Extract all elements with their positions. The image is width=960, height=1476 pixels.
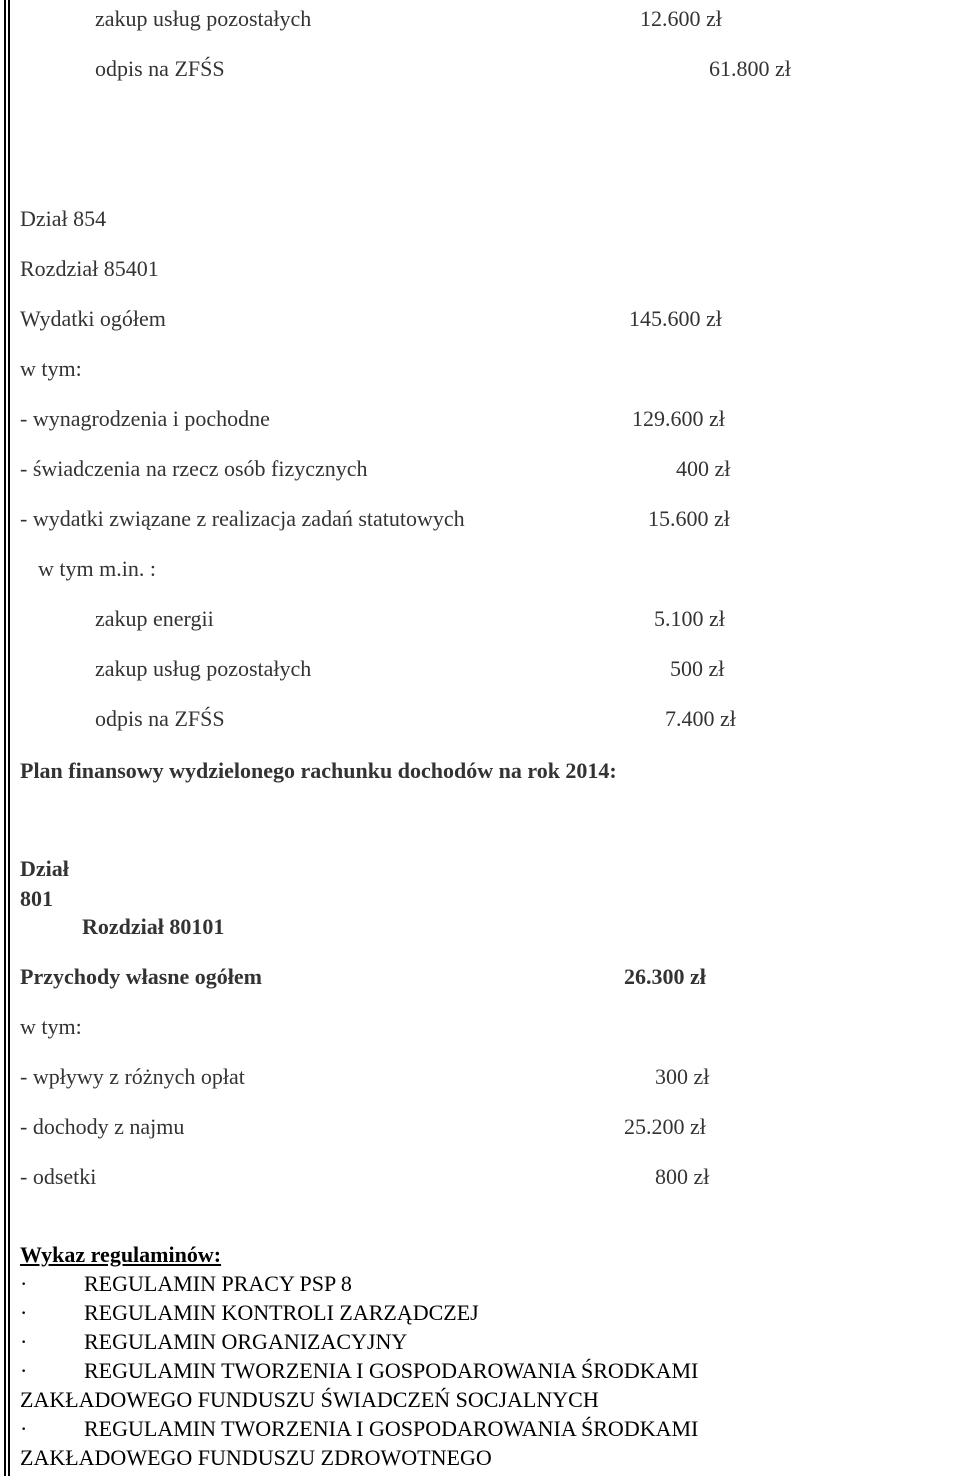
item-label: - wydatki związane z realizacja zadań statutowych [20,506,465,531]
list-item-continuation: ZAKŁADOWEGO FUNDUSZU ZDROWOTNEGO [20,1445,492,1470]
list-item: REGULAMIN ORGANIZACYJNY [84,1329,408,1354]
list-bullet: · [20,1300,28,1325]
wydatki-amount: 145.600 zł [629,306,722,331]
top-row-amount: 12.600 zł [640,6,722,31]
plan-item-label: - dochody z najmu [20,1114,185,1139]
list-item-continuation: ZAKŁADOWEGO FUNDUSZU ŚWIADCZEŃ SOCJALNYCH [20,1387,599,1412]
list-bullet: · [20,1329,28,1354]
dzial-854-heading: Dział 854 [20,206,107,231]
item-label: - wynagrodzenia i pochodne [20,406,270,431]
item-amount: 400 zł [676,456,731,481]
plan-item-amount: 300 zł [655,1064,710,1089]
przychody-label: Przychody własne ogółem [20,964,262,989]
plan-item-amount: 25.200 zł [624,1114,706,1139]
rozdzial-85401: Rozdział 85401 [20,256,159,281]
top-row-amount: 61.800 zł [709,56,791,81]
plan-dzial-number: 801 [20,886,53,911]
w-tym-label: w tym: [20,356,82,381]
list-item: REGULAMIN TWORZENIA I GOSPODAROWANIA ŚRODKAMI [84,1358,699,1383]
top-row-label: zakup usług pozostałych [95,6,312,31]
list-item: REGULAMIN TWORZENIA I GOSPODAROWANIA ŚRODKAMI [84,1416,699,1441]
przychody-amount: 26.300 zł [624,964,706,989]
item-label: - świadczenia na rzecz osób fizycznych [20,456,368,481]
plan-item-amount: 800 zł [655,1164,710,1189]
item-amount: 129.600 zł [632,406,725,431]
top-row-label: odpis na ZFŚS [95,56,225,81]
list-bullet: · [20,1271,28,1296]
page-left-border [4,0,10,1476]
list-bullet: · [20,1416,28,1441]
plan-dzial-label: Dział [20,856,69,881]
list-item: REGULAMIN KONTROLI ZARZĄDCZEJ [84,1300,479,1325]
w-tym-min-label: w tym m.in. : [38,556,156,581]
plan-rozdzial: Rozdział 80101 [82,914,225,939]
regulaminy-heading: Wykaz regulaminów: [20,1242,222,1267]
sub-item-label: zakup usług pozostałych [95,656,312,681]
list-bullet: · [20,1358,28,1383]
plan-title: Plan finansowy wydzielonego rachunku dochodów na rok 2014: [20,758,617,783]
item-amount: 15.600 zł [648,506,730,531]
plan-item-label: - wpływy z różnych opłat [20,1064,245,1089]
sub-item-label: odpis na ZFŚS [95,706,225,731]
plan-item-label: - odsetki [20,1164,97,1189]
sub-item-amount: 5.100 zł [654,606,725,631]
plan-w-tym: w tym: [20,1014,82,1039]
wydatki-label: Wydatki ogółem [20,306,166,331]
sub-item-label: zakup energii [95,606,214,631]
sub-item-amount: 7.400 zł [665,706,736,731]
list-item: REGULAMIN PRACY PSP 8 [84,1271,352,1296]
sub-item-amount: 500 zł [670,656,725,681]
